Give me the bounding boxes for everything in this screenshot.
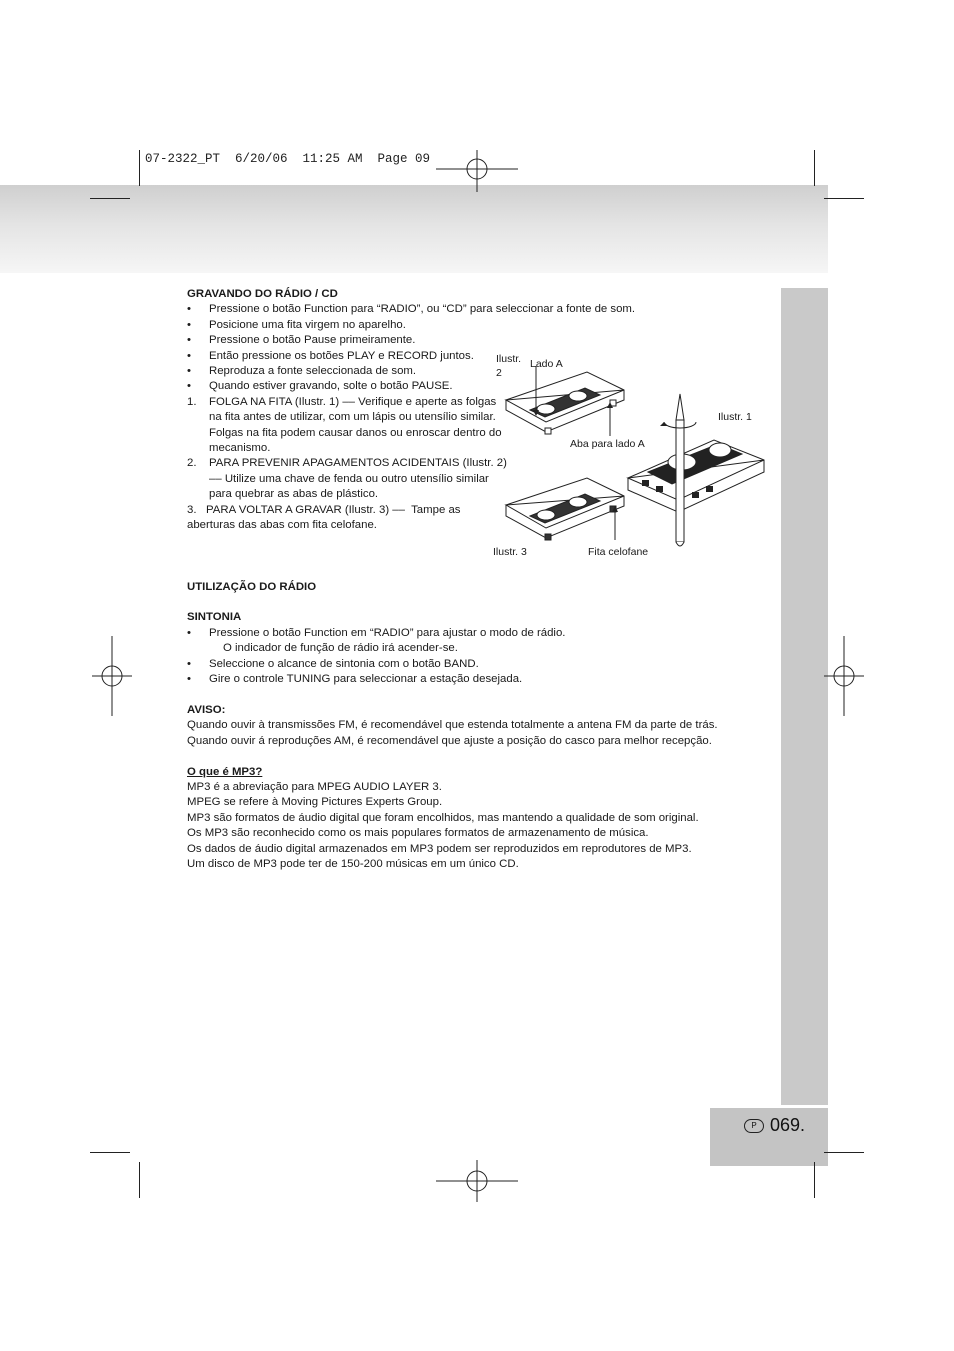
registration-mark-bottom bbox=[436, 1160, 518, 1202]
label-ilustr3: Ilustr. 3 bbox=[493, 546, 527, 558]
mp3-line: Os MP3 são reconhecido como os mais populares formatos de armazenamento de música. bbox=[187, 827, 649, 840]
step-number: 2. bbox=[187, 457, 197, 470]
registration-mark-top bbox=[436, 150, 518, 192]
list-item: • Então pressione os botões PLAY e RECORD juntos. bbox=[187, 349, 767, 364]
crop-mark bbox=[824, 198, 864, 199]
numbered-step bbox=[187, 395, 511, 457]
step-number: 1. bbox=[187, 395, 197, 408]
section-title-recording: GRAVANDO DO RÁDIO / CD bbox=[187, 288, 338, 300]
cassette-ilustr1 bbox=[628, 440, 764, 512]
mp3-line: MPEG se refere à Moving Pictures Experts Group. bbox=[187, 796, 443, 809]
list-item: • Reproduza a fonte seleccionada de som. bbox=[187, 364, 767, 379]
label-ilustr1: Ilustr. 1 bbox=[718, 411, 752, 423]
mp3-title: O que é MP3? bbox=[187, 765, 263, 778]
numbered-step bbox=[187, 456, 511, 502]
cassette-ilustr3 bbox=[506, 478, 624, 540]
warning-line: Quando ouvir à transmissões FM, é recomendável que estenda totalmente a antena FM da parte de trás. bbox=[187, 719, 718, 732]
label-ilustr2: Ilustr. bbox=[496, 353, 522, 365]
section-title-radio: UTILIZAÇÃO DO RÁDIO bbox=[187, 580, 317, 593]
page-number bbox=[744, 1115, 805, 1136]
crop-mark bbox=[824, 1152, 864, 1153]
pencil-icon bbox=[676, 394, 684, 546]
label-ilustr2-num: 2 bbox=[496, 367, 502, 379]
cassette-ilustr2 bbox=[506, 372, 624, 434]
list-item-continuation: O indicador de função de rádio irá acender-se. bbox=[223, 642, 458, 655]
mp3-line: MP3 são formatos de áudio digital que foram encolhidos, mas mantendo a qualidade de som original. bbox=[187, 811, 699, 824]
list-item: • Quando estiver gravando, solte o botão PAUSE. bbox=[187, 379, 767, 394]
numbered-step-3: 3. PARA VOLTAR A GRAVAR (Ilustr. 3) –– Tampe as aberturas das abas com fita celofane. bbox=[187, 503, 464, 532]
step-text: FOLGA NA FITA (Ilustr. 1) –– Verifique e aperte as folgas na fita antes de utilizar, com um lápis ou utensílio similar. Folgas na fita podem causar danos ou enroscar dentro do mecanismo. bbox=[209, 395, 502, 455]
warning-line: Quando ouvir á reproduções AM, é recomendável que ajuste a posição do casco para melhor recepção. bbox=[187, 734, 712, 747]
print-slug: 07-2322_PT 6/20/06 11:25 AM Page 09 bbox=[145, 152, 431, 166]
label-fita-celofane: Fita celofane bbox=[588, 546, 649, 558]
crop-mark bbox=[139, 150, 140, 186]
list-item: • Posicione uma fita virgem no aparelho. bbox=[187, 318, 767, 333]
list-item: • Pressione o botão Pause primeiramente. bbox=[187, 333, 767, 348]
label-aba: Aba para lado A bbox=[570, 438, 645, 450]
mp3-line: Um disco de MP3 pode ter de 150-200 músicas em um único CD. bbox=[187, 857, 519, 870]
page-number-text: 069. bbox=[770, 1115, 806, 1135]
cassette-illustration bbox=[492, 350, 772, 565]
crop-mark bbox=[814, 150, 815, 186]
label-lado-a: Lado A bbox=[530, 358, 563, 370]
list-item: • Gire o controle TUNING para seleccionar a estação desejada. bbox=[187, 672, 767, 687]
registration-mark-left bbox=[92, 636, 132, 716]
warning-title: AVISO: bbox=[187, 703, 226, 716]
list-item: • Seleccione o alcance de sintonia com o botão BAND. bbox=[187, 657, 767, 672]
crop-mark bbox=[90, 198, 130, 199]
crop-mark bbox=[90, 1152, 130, 1153]
subsection-title-tuning: SINTONIA bbox=[187, 611, 242, 624]
mp3-line: MP3 é a abreviação para MPEG AUDIO LAYER 3. bbox=[187, 780, 442, 793]
mp3-line: Os dados de áudio digital armazenados em MP3 podem ser reproduzidos em reprodutores de MP3. bbox=[187, 842, 692, 855]
crop-mark bbox=[139, 1162, 140, 1198]
step-text: PARA PREVENIR APAGAMENTOS ACIDENTAIS (Ilustr. 2) –– Utilize uma chave de fenda ou outro utensílio similar para quebrar as abas de plástico. bbox=[209, 457, 507, 501]
crop-mark bbox=[814, 1162, 815, 1198]
language-badge: P bbox=[744, 1119, 764, 1133]
registration-mark-right bbox=[824, 636, 864, 716]
list-item: • Pressione o botão Function para “RADIO”, ou “CD” para seleccionar a fonte de som. bbox=[187, 302, 767, 317]
side-tab bbox=[781, 288, 828, 1105]
list-item: • Pressione o botão Function em “RADIO” para ajustar o modo de rádio. bbox=[187, 626, 767, 641]
